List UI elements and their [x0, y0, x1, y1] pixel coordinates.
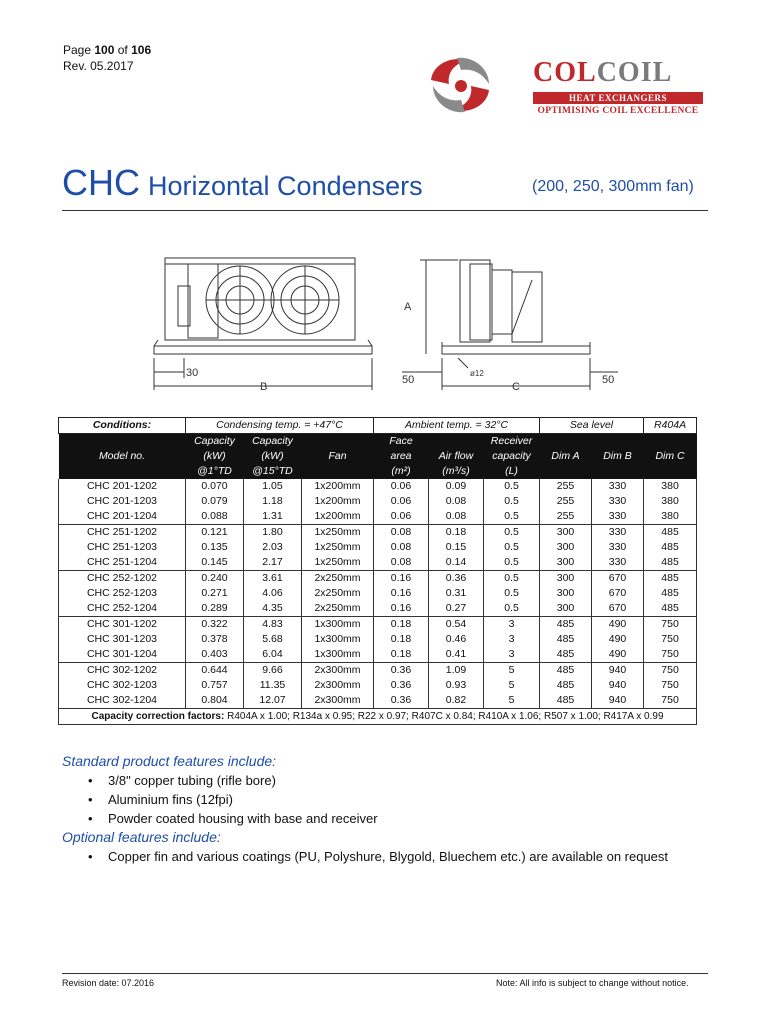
table-row — [59, 601, 697, 617]
page-subtitle: (200, 250, 300mm fan) — [532, 178, 694, 195]
standard-feature-item: • Powder coated housing with base and receiver — [88, 809, 668, 828]
table-cell: 0.27 — [429, 601, 484, 617]
revision-label: Rev. 05.2017 — [63, 59, 134, 73]
brand-name: COLCOIL — [533, 57, 673, 88]
title-divider — [62, 210, 708, 211]
dim-b-label: B — [260, 381, 268, 393]
table-row — [59, 617, 697, 633]
table-cell: 485 — [540, 632, 592, 647]
table-header-row — [59, 434, 697, 480]
table-cell: 0.36 — [429, 571, 484, 587]
page-header — [63, 42, 151, 74]
brand-bar: HEAT EXCHANGERS — [533, 92, 703, 104]
table-cell: 300 — [540, 601, 592, 617]
page-number-line: Page 100 of 106 — [63, 43, 152, 57]
table-cell: 485 — [540, 678, 592, 693]
table-cell: 1.80 — [244, 525, 302, 541]
table-cell: 2x250mm — [302, 601, 374, 617]
table-row — [59, 663, 697, 679]
table-cell: 0.644 — [186, 663, 244, 679]
column-header: Air flow (m³/s) — [429, 434, 484, 480]
table-cell: 12.07 — [244, 693, 302, 709]
table-row — [59, 571, 697, 587]
table-cell: 0.06 — [374, 509, 429, 525]
footer-revision-date: Revision date: 07.2016 — [62, 978, 155, 988]
model-cell: CHC 201-1202 — [59, 479, 186, 494]
table-cell: 1x250mm — [302, 555, 374, 571]
table-cell: 0.804 — [186, 693, 244, 709]
table-cell: 3 — [484, 632, 540, 647]
model-cell: CHC 201-1203 — [59, 494, 186, 509]
dim-phi-label: ø12 — [470, 369, 484, 378]
table-cell: 0.08 — [374, 540, 429, 555]
table-cell: 0.378 — [186, 632, 244, 647]
table-row — [59, 632, 697, 647]
model-cell: CHC 302-1204 — [59, 693, 186, 709]
title-main: CHC — [62, 162, 140, 203]
standard-feature-item: • Aluminium fins (12fpi) — [88, 790, 668, 809]
table-cell: 255 — [540, 479, 592, 494]
table-cell: 1x250mm — [302, 540, 374, 555]
table-cell: 1x200mm — [302, 509, 374, 525]
title-rest: Horizontal Condensers — [148, 171, 423, 201]
model-cell: CHC 252-1202 — [59, 571, 186, 587]
table-cell: 750 — [644, 678, 697, 693]
table-cell: 0.240 — [186, 571, 244, 587]
table-cell: 1.18 — [244, 494, 302, 509]
model-cell: CHC 301-1203 — [59, 632, 186, 647]
model-cell: CHC 301-1204 — [59, 647, 186, 663]
table-cell: 0.08 — [374, 555, 429, 571]
table-cell: 2x250mm — [302, 586, 374, 601]
table-cell: 4.35 — [244, 601, 302, 617]
table-cell: 750 — [644, 632, 697, 647]
table-cell: 300 — [540, 586, 592, 601]
table-row — [59, 494, 697, 509]
table-cell: 485 — [644, 525, 697, 541]
table-row — [59, 540, 697, 555]
table-cell: 5 — [484, 693, 540, 709]
condensing-temp: Condensing temp. = +47°C — [186, 418, 374, 434]
page-total: 106 — [131, 43, 152, 57]
optional-feature-item: • Copper fin and various coatings (PU, Polyshure, Blygold, Bluechem etc.) are available on request — [88, 847, 668, 866]
table-cell: 380 — [644, 479, 697, 494]
table-cell: 330 — [592, 509, 644, 525]
table-cell: 490 — [592, 632, 644, 647]
table-cell: 5 — [484, 663, 540, 679]
table-cell: 2x300mm — [302, 663, 374, 679]
dim-c-label: C — [512, 381, 520, 393]
column-header: Fan — [302, 434, 374, 480]
table-cell: 0.5 — [484, 540, 540, 555]
table-cell: 300 — [540, 571, 592, 587]
table-cell: 0.145 — [186, 555, 244, 571]
table-cell: 940 — [592, 678, 644, 693]
model-cell: CHC 252-1204 — [59, 601, 186, 617]
table-cell: 1x300mm — [302, 632, 374, 647]
ambient-temp: Ambient temp. = 32°C — [374, 418, 540, 434]
table-cell: 0.36 — [374, 693, 429, 709]
column-header: Dim A — [540, 434, 592, 480]
table-cell: 0.36 — [374, 663, 429, 679]
table-cell: 485 — [644, 540, 697, 555]
model-cell: CHC 301-1202 — [59, 617, 186, 633]
column-header: Receiver capacity (L) — [484, 434, 540, 480]
table-cell: 255 — [540, 494, 592, 509]
table-cell: 0.08 — [429, 494, 484, 509]
table-cell: 940 — [592, 693, 644, 709]
model-cell: CHC 251-1202 — [59, 525, 186, 541]
table-cell: 330 — [592, 525, 644, 541]
table-cell: 750 — [644, 617, 697, 633]
table-cell: 0.46 — [429, 632, 484, 647]
table-cell: 0.18 — [374, 632, 429, 647]
page-title — [62, 162, 423, 204]
table-cell: 5.68 — [244, 632, 302, 647]
brand-tagline: OPTIMISING COIL EXCELLENCE — [537, 106, 699, 116]
table-cell: 0.82 — [429, 693, 484, 709]
table-cell: 2.17 — [244, 555, 302, 571]
table-cell: 750 — [644, 663, 697, 679]
table-cell: 1.09 — [429, 663, 484, 679]
table-cell: 5 — [484, 678, 540, 693]
model-cell: CHC 251-1203 — [59, 540, 186, 555]
table-cell: 9.66 — [244, 663, 302, 679]
table-cell: 750 — [644, 647, 697, 663]
table-cell: 3.61 — [244, 571, 302, 587]
correction-values: R404A x 1.00; R134a x 0.95; R22 x 0.97; R407C x 0.84; R410A x 1.06; R507 x 1.00; R417A x 0.99 — [227, 711, 664, 722]
table-cell: 380 — [644, 509, 697, 525]
table-cell: 1.05 — [244, 479, 302, 494]
table-cell: 485 — [644, 571, 697, 587]
dim-50-left-label: 50 — [402, 374, 415, 386]
table-cell: 485 — [644, 555, 697, 571]
table-cell: 255 — [540, 509, 592, 525]
table-cell: 0.403 — [186, 647, 244, 663]
table-cell: 0.16 — [374, 571, 429, 587]
conditions-label: Conditions: — [59, 418, 186, 434]
table-cell: 380 — [644, 494, 697, 509]
table-cell: 0.93 — [429, 678, 484, 693]
table-cell: 0.5 — [484, 571, 540, 587]
column-header: Capacity (kW) @1°TD — [186, 434, 244, 480]
optional-features-heading: Optional features include: — [62, 829, 221, 845]
table-row — [59, 525, 697, 541]
table-cell: 2.03 — [244, 540, 302, 555]
table-cell: 0.271 — [186, 586, 244, 601]
table-cell: 0.5 — [484, 479, 540, 494]
dim-50-right-label: 50 — [602, 374, 615, 386]
table-cell: 0.15 — [429, 540, 484, 555]
table-cell: 0.5 — [484, 586, 540, 601]
table-cell: 0.06 — [374, 494, 429, 509]
table-cell: 490 — [592, 647, 644, 663]
model-cell: CHC 302-1202 — [59, 663, 186, 679]
table-cell: 330 — [592, 555, 644, 571]
table-cell: 1.31 — [244, 509, 302, 525]
column-header: Model no. — [59, 434, 186, 480]
optional-features-list — [62, 847, 668, 866]
sea-level: Sea level — [540, 418, 644, 434]
table-cell: 485 — [644, 601, 697, 617]
table-cell: 300 — [540, 525, 592, 541]
table-row — [59, 678, 697, 693]
column-header: Dim B — [592, 434, 644, 480]
table-cell: 0.289 — [186, 601, 244, 617]
table-cell: 0.121 — [186, 525, 244, 541]
table-cell: 0.757 — [186, 678, 244, 693]
table-cell: 0.31 — [429, 586, 484, 601]
table-cell: 670 — [592, 586, 644, 601]
table-row — [59, 693, 697, 709]
table-cell: 330 — [592, 540, 644, 555]
table-row — [59, 479, 697, 494]
table-cell: 485 — [540, 663, 592, 679]
dim-30-label: 30 — [186, 367, 199, 379]
table-cell: 3 — [484, 617, 540, 633]
table-cell: 0.322 — [186, 617, 244, 633]
table-cell: 0.14 — [429, 555, 484, 571]
table-cell: 0.18 — [374, 647, 429, 663]
table-cell: 2x250mm — [302, 571, 374, 587]
table-cell: 0.54 — [429, 617, 484, 633]
features-section — [62, 752, 668, 866]
dim-a-label: A — [404, 301, 412, 313]
table-cell: 4.06 — [244, 586, 302, 601]
table-cell: 0.5 — [484, 494, 540, 509]
table-cell: 485 — [540, 693, 592, 709]
table-cell: 1x200mm — [302, 479, 374, 494]
table-cell: 0.08 — [429, 509, 484, 525]
table-cell: 485 — [540, 647, 592, 663]
table-cell: 2x300mm — [302, 678, 374, 693]
footer-note: Note: All info is subject to change without notice. — [496, 978, 689, 988]
column-header: Face area (m²) — [374, 434, 429, 480]
table-cell: 2x300mm — [302, 693, 374, 709]
table-cell: 0.08 — [374, 525, 429, 541]
table-row — [59, 647, 697, 663]
table-cell: 1x250mm — [302, 525, 374, 541]
table-cell: 670 — [592, 601, 644, 617]
table-cell: 0.18 — [374, 617, 429, 633]
table-cell: 1x300mm — [302, 617, 374, 633]
table-cell: 330 — [592, 479, 644, 494]
column-header: Dim C — [644, 434, 697, 480]
table-cell: 0.16 — [374, 586, 429, 601]
table-cell: 6.04 — [244, 647, 302, 663]
table-cell: 330 — [592, 494, 644, 509]
table-cell: 670 — [592, 571, 644, 587]
table-cell: 11.35 — [244, 678, 302, 693]
table-cell: 0.06 — [374, 479, 429, 494]
table-cell: 0.135 — [186, 540, 244, 555]
table-cell: 0.09 — [429, 479, 484, 494]
table-cell: 0.070 — [186, 479, 244, 494]
table-row — [59, 555, 697, 571]
table-cell: 0.5 — [484, 525, 540, 541]
table-cell: 0.5 — [484, 509, 540, 525]
spec-table — [58, 417, 697, 725]
correction-row — [59, 709, 697, 725]
table-cell: 750 — [644, 693, 697, 709]
model-cell: CHC 201-1204 — [59, 509, 186, 525]
model-cell: CHC 252-1203 — [59, 586, 186, 601]
table-cell: 0.079 — [186, 494, 244, 509]
table-cell: 0.5 — [484, 601, 540, 617]
standard-features-heading: Standard product features include: — [62, 753, 277, 769]
column-header: Capacity (kW) @15°TD — [244, 434, 302, 480]
conditions-row — [59, 418, 697, 434]
standard-feature-item: • 3/8" copper tubing (rifle bore) — [88, 771, 668, 790]
model-cell: CHC 251-1204 — [59, 555, 186, 571]
table-cell: 0.088 — [186, 509, 244, 525]
table-cell: 490 — [592, 617, 644, 633]
table-cell: 300 — [540, 540, 592, 555]
table-cell: 1x300mm — [302, 647, 374, 663]
table-cell: 940 — [592, 663, 644, 679]
table-cell: 4.83 — [244, 617, 302, 633]
condenser-technical-drawing — [140, 250, 640, 400]
table-cell: 1x200mm — [302, 494, 374, 509]
table-cell: 0.5 — [484, 555, 540, 571]
table-row — [59, 586, 697, 601]
table-cell: 0.16 — [374, 601, 429, 617]
table-cell: 0.36 — [374, 678, 429, 693]
table-cell: 3 — [484, 647, 540, 663]
footer-divider — [62, 973, 708, 974]
refrigerant: R404A — [644, 418, 697, 434]
table-cell: 485 — [644, 586, 697, 601]
standard-features-list — [62, 771, 668, 828]
page-number: 100 — [94, 43, 115, 57]
table-row — [59, 509, 697, 525]
table-cell: 485 — [540, 617, 592, 633]
model-cell: CHC 302-1203 — [59, 678, 186, 693]
table-cell: 0.18 — [429, 525, 484, 541]
table-cell: 0.41 — [429, 647, 484, 663]
correction-factors — [59, 709, 697, 725]
correction-label: Capacity correction factors: — [91, 711, 225, 722]
table-cell: 300 — [540, 555, 592, 571]
